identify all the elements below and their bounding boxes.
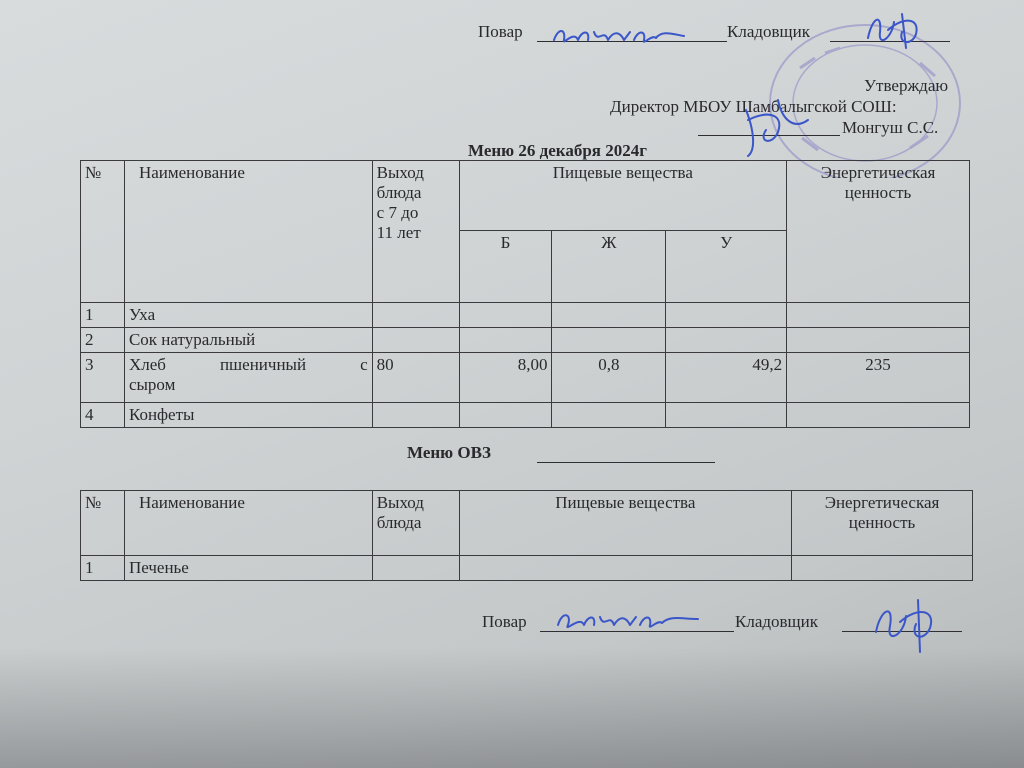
director-text: Директор МБОУ Шамбалыгской СОШ: [610, 97, 897, 116]
header-b: Б [459, 231, 552, 303]
header-yield [372, 491, 459, 556]
row-yield [372, 328, 459, 353]
header-energy-line1: Энергетическая [820, 163, 936, 182]
row-name [124, 353, 372, 403]
header-name-text: Наименование [138, 493, 245, 512]
director-name: Монгуш С.С. [842, 118, 939, 137]
menu-title: Меню 26 декабря 2024г [468, 141, 647, 160]
row-yield [372, 556, 459, 581]
row-zh [552, 328, 666, 353]
table-row [81, 303, 970, 328]
header-energy-line2: ценность [844, 183, 912, 202]
row-u: 49,2 [666, 353, 787, 403]
row-energy [787, 303, 970, 328]
row-name: Уха [124, 303, 372, 328]
row-zh: 0,8 [552, 353, 666, 403]
header-u: У [666, 231, 787, 303]
row-num: 4 [81, 403, 125, 428]
footer-storekeeper-label: Кладовщик [735, 612, 818, 631]
header-yield-line3: с 7 до [376, 203, 419, 222]
row-name: Печенье [124, 556, 372, 581]
ovz-table [80, 490, 973, 581]
header-yield-line2: блюда [376, 513, 422, 532]
row-yield: 80 [372, 353, 459, 403]
row-u [666, 328, 787, 353]
header-name-text: Наименование [138, 163, 245, 182]
footer-storekeeper-signature [868, 592, 952, 656]
header-yield-line2: блюда [376, 183, 422, 202]
table-header-row [81, 491, 973, 556]
row-energy [792, 556, 973, 581]
director-signature [738, 90, 818, 162]
cook-signature [548, 20, 688, 52]
header-yield-line4: 11 лет [376, 223, 421, 242]
storekeeper-signature [858, 8, 938, 52]
row-yield [372, 403, 459, 428]
header-energy-line2: ценность [848, 513, 916, 532]
header-zh: Ж [552, 231, 666, 303]
row-energy: 235 [787, 353, 970, 403]
row-energy [787, 403, 970, 428]
header-name [124, 161, 372, 303]
row-zh [552, 403, 666, 428]
footer-cook-signature [552, 605, 702, 637]
header-nutrients: Пищевые вещества [459, 491, 791, 556]
header-energy-line1: Энергетическая [824, 493, 940, 512]
row-nutrients [459, 556, 791, 581]
table-header-row [81, 161, 970, 231]
storekeeper-label: Кладовщик [727, 22, 810, 41]
ovz-line [537, 462, 715, 463]
approve-text: Утверждаю [864, 76, 949, 95]
row-b [459, 328, 552, 353]
row-name: Сок натуральный [124, 328, 372, 353]
row-u [666, 303, 787, 328]
header-num: № [81, 161, 125, 303]
row-u [666, 403, 787, 428]
row-b [459, 303, 552, 328]
header-nutrients: Пищевые вещества [459, 161, 787, 231]
row-name-line1: Хлеб пшеничный с [128, 355, 368, 374]
table-row [81, 328, 970, 353]
row-name-line2: сыром [128, 375, 176, 394]
header-num: № [81, 491, 125, 556]
row-name: Конфеты [124, 403, 372, 428]
header-name [124, 491, 372, 556]
table-row [81, 353, 970, 403]
row-b [459, 403, 552, 428]
header-energy [787, 161, 970, 303]
table-row [81, 556, 973, 581]
header-energy [792, 491, 973, 556]
cook-label: Повар [478, 22, 523, 41]
header-yield-line1: Выход [376, 493, 424, 512]
header-yield-line1: Выход [376, 163, 424, 182]
ovz-title: Меню ОВЗ [407, 443, 491, 462]
menu-table [80, 160, 970, 428]
row-yield [372, 303, 459, 328]
footer-cook-label: Повар [482, 612, 527, 631]
row-num: 1 [81, 303, 125, 328]
table-row [81, 403, 970, 428]
row-b: 8,00 [459, 353, 552, 403]
row-num: 3 [81, 353, 125, 403]
row-zh [552, 303, 666, 328]
row-energy [787, 328, 970, 353]
row-num: 1 [81, 556, 125, 581]
row-num: 2 [81, 328, 125, 353]
header-yield [372, 161, 459, 303]
